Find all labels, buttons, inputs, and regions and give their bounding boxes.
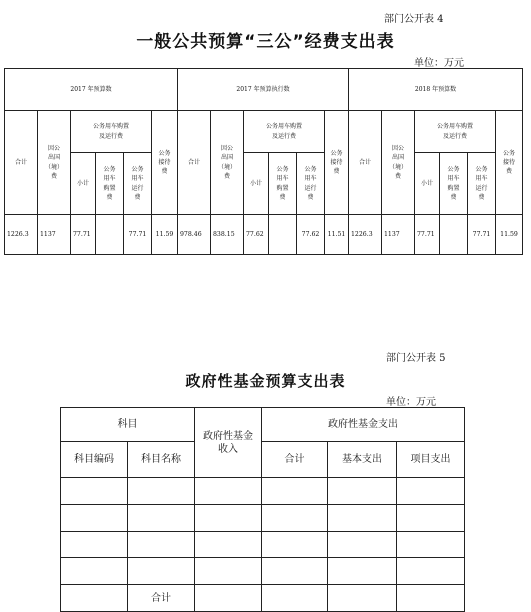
header-operation: 公务 用车 运行 费 xyxy=(468,153,496,215)
header-operation: 公务 用车 运行 费 xyxy=(297,153,325,215)
header-reception: 公务 接待 费 xyxy=(152,111,178,215)
table-cell: 77.71 xyxy=(415,215,440,255)
table-cell: 77.62 xyxy=(244,215,269,255)
table-cell: 838.15 xyxy=(211,215,244,255)
table-row xyxy=(61,505,465,532)
table-cell xyxy=(96,215,124,255)
table-label: 部门公开表 5 xyxy=(386,353,446,364)
header-income: 政府性基金 收入 xyxy=(195,408,262,478)
header-vehicle: 公务用车购置 及运行费 xyxy=(415,111,496,153)
table-cell: 77.71 xyxy=(468,215,496,255)
header-subject: 科目 xyxy=(61,408,195,442)
table-cell: 11.59 xyxy=(152,215,178,255)
three-public-expenses-table xyxy=(4,68,523,255)
header-basic: 基本支出 xyxy=(328,442,397,478)
government-fund-table xyxy=(60,407,465,612)
table-cell: 77.71 xyxy=(124,215,152,255)
table-cell: 1226.3 xyxy=(5,215,38,255)
table-label: 部门公开表 4 xyxy=(384,14,444,25)
header-total: 合计 xyxy=(178,111,211,215)
group-header: 2018 年预算数 xyxy=(349,69,523,111)
group-header: 2017 年预算数 xyxy=(5,69,178,111)
header-expense: 政府性基金支出 xyxy=(262,408,465,442)
table-cell: 978.46 xyxy=(178,215,211,255)
header-operation: 公务 用车 运行 费 xyxy=(124,153,152,215)
header-project: 项目支出 xyxy=(397,442,465,478)
table-cell: 11.59 xyxy=(496,215,523,255)
table-cell: 1226.3 xyxy=(349,215,382,255)
header-reception: 公务 接待 费 xyxy=(325,111,349,215)
table-row xyxy=(61,478,465,505)
header-subtotal: 小计 xyxy=(71,153,96,215)
header-vehicle: 公务用车购置 及运行费 xyxy=(71,111,152,153)
total-label: 合计 xyxy=(128,585,195,612)
table-row xyxy=(61,558,465,585)
header-purchase: 公务 用车 购置 费 xyxy=(269,153,297,215)
header-abroad: 因公 出国 （境） 费 xyxy=(211,111,244,215)
table-cell xyxy=(269,215,297,255)
total-row xyxy=(61,585,465,612)
page-title: 一般公共预算“三公”经费支出表 xyxy=(136,32,395,52)
table-cell: 1137 xyxy=(382,215,415,255)
table-cell: 77.71 xyxy=(71,215,96,255)
header-reception: 公务 接待 费 xyxy=(496,111,523,215)
header-purchase: 公务 用车 购置 费 xyxy=(96,153,124,215)
header-subtotal: 小计 xyxy=(244,153,269,215)
table-cell: 1137 xyxy=(38,215,71,255)
page-title: 政府性基金预算支出表 xyxy=(185,372,346,390)
header-total: 合计 xyxy=(262,442,328,478)
table-cell: 11.51 xyxy=(325,215,349,255)
header-vehicle: 公务用车购置 及运行费 xyxy=(244,111,325,153)
unit-label: 单位：万元 xyxy=(386,397,436,408)
group-header: 2017 年预算执行数 xyxy=(178,69,349,111)
table-row xyxy=(61,532,465,558)
header-purchase: 公务 用车 购置 费 xyxy=(440,153,468,215)
header-abroad: 因公 出国 （境） 费 xyxy=(382,111,415,215)
header-name: 科目名称 xyxy=(128,442,195,478)
table-cell xyxy=(440,215,468,255)
header-total: 合计 xyxy=(349,111,382,215)
header-subtotal: 小计 xyxy=(415,153,440,215)
table-cell: 77.62 xyxy=(297,215,325,255)
header-code: 科目编码 xyxy=(61,442,128,478)
header-total: 合计 xyxy=(5,111,38,215)
table-row xyxy=(5,215,523,255)
header-abroad: 因公 出国 （境） 费 xyxy=(38,111,71,215)
unit-label: 单位：万元 xyxy=(414,58,464,69)
